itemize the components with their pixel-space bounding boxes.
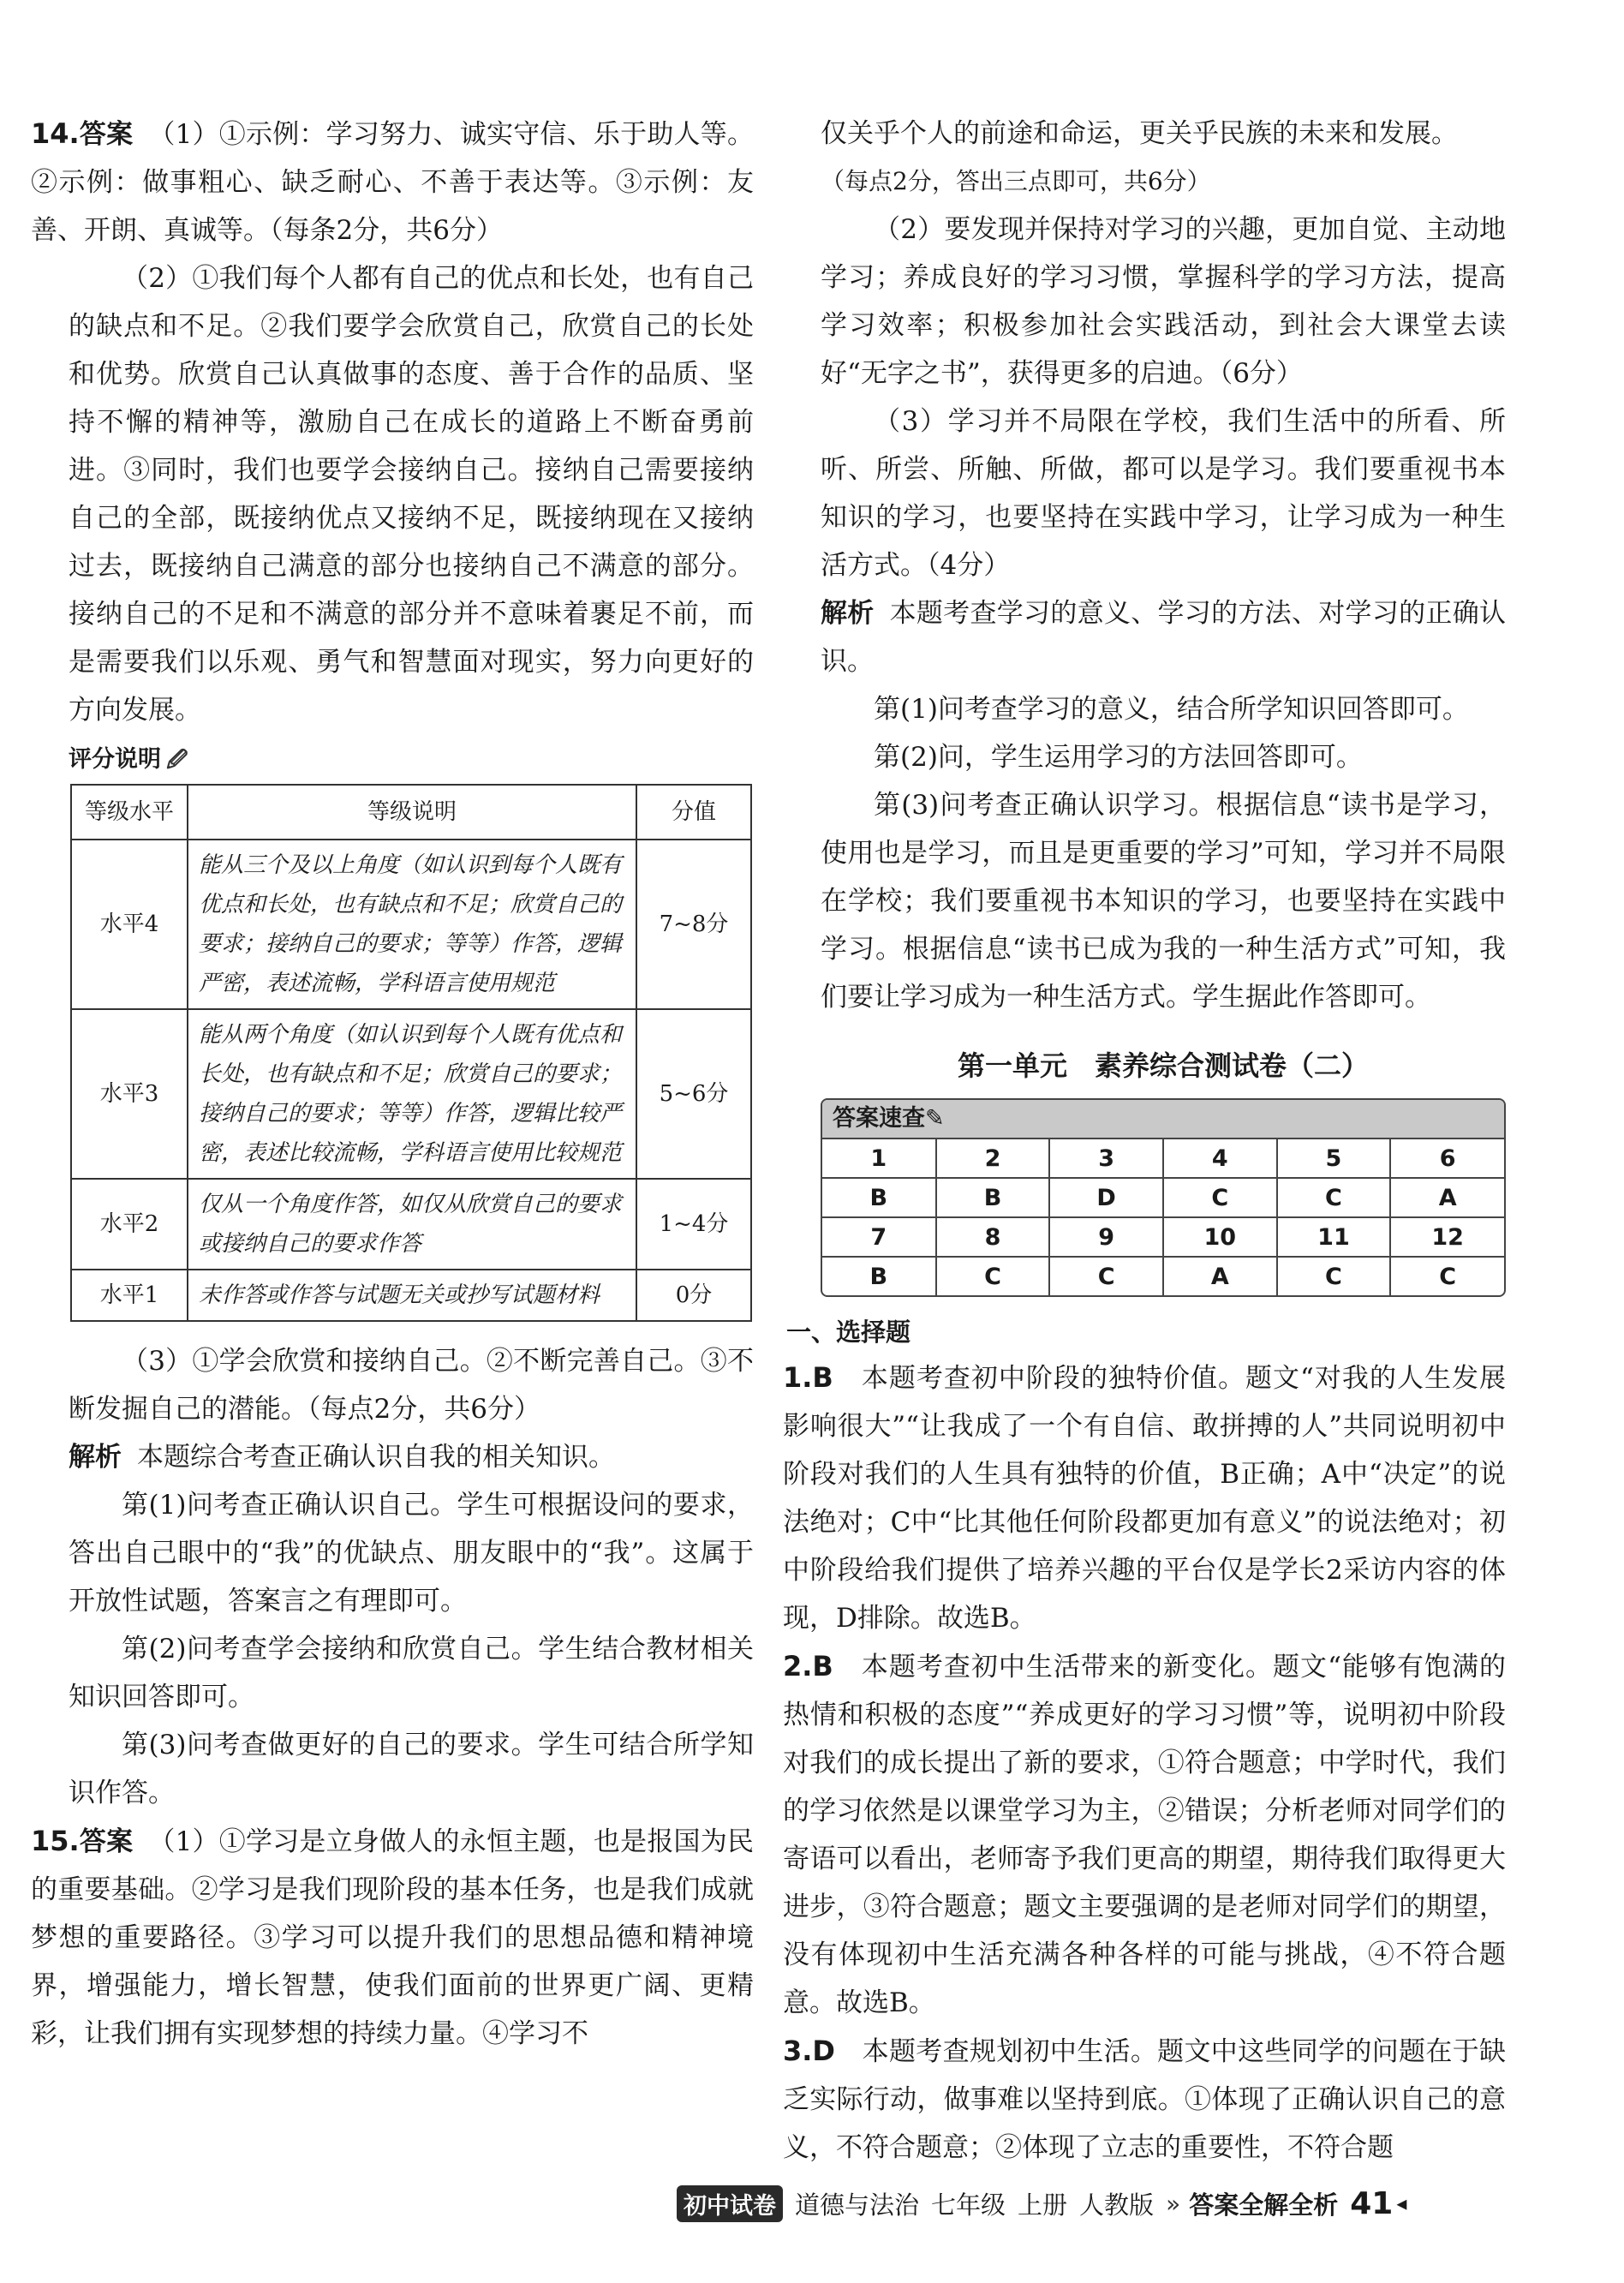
answer-choice: A	[1163, 1257, 1277, 1295]
footer-subject: 道德与法治	[795, 2190, 920, 2220]
q14-analysis-2: 第(2)问考查学会接纳和欣赏自己。学生结合教材相关知识回答即可。	[69, 1634, 754, 1712]
rubric-level: 水平4	[71, 840, 188, 1009]
rubric-level: 水平3	[71, 1009, 188, 1179]
mc-explanation: 1.B 本题考查初中阶段的独特价值。题文“对我的人生发展影响很大”“让我成了一个有自信、敢拼搏的人”共同说明初中阶段对我们的人生具有独特的价值，B正确；A中“决定”的说法绝对；C中“比其他任何阶段都更加有意义”的说法绝对；初中阶段给我们提供了培养兴趣的平台仅是学长2采访内容的体现，D排除。故选B。	[783, 1361, 1506, 1634]
rubric-header-desc: 等级说明	[188, 785, 636, 840]
quick-answer-table	[822, 1138, 1504, 1295]
q15-answer-label: 答案	[79, 1826, 134, 1857]
question-number: 12	[1390, 1217, 1504, 1257]
rubric-desc: 能从三个及以上角度（如认识到每个人既有优点和长处，也有缺点和不足；欣赏自己的要求；接纳自己的要求；等等）作答，逻辑严密，表述流畅，学科语言使用规范	[188, 840, 636, 1009]
q14-answer-label: 答案	[79, 119, 134, 150]
q14-analysis-3: 第(3)问考查做更好的自己的要求。学生可结合所学知识作答。	[69, 1730, 754, 1808]
rubric-row	[71, 1179, 751, 1270]
question-number: 7	[822, 1217, 936, 1257]
question-number: 1	[822, 1139, 936, 1178]
right-column	[783, 110, 1507, 2172]
answer-choice: C	[1390, 1257, 1504, 1295]
mc-answer-number: 1.B	[783, 1361, 833, 1394]
q15-analysis-2: 第(2)问，学生运用学习的方法回答即可。	[874, 742, 1363, 773]
double-chevron-icon: »	[1166, 2189, 1181, 2218]
rubric-row	[71, 1009, 751, 1179]
answer-choice: D	[1049, 1178, 1163, 1217]
rubric-row	[71, 1270, 751, 1321]
answer-choice: B	[822, 1178, 936, 1217]
q15-analysis: 解析 本题考查学习的意义、学习的方法、对学习的正确认识。	[821, 598, 1507, 677]
q15-number: 15.	[31, 1825, 80, 1857]
footer-edition: 人教版	[1079, 2190, 1155, 2220]
rubric-score: 0分	[636, 1270, 751, 1321]
unit-title: 第一单元 素养综合测试卷（二）	[957, 1049, 1369, 1082]
left-column	[31, 110, 754, 2058]
mc-explanation: 2.B 本题考查初中生活带来的新变化。题文“能够有饱满的热情和积极的态度”“养成更好的学习习惯”等，说明初中阶段对我们的成长提出了新的要求，①符合题意；中学时代，我们的学习依然是以课堂学习为主，②错误；分析老师对同学们的寄语可以看出，老师寄予我们更高的期望，期待我们取得更大进步，③符合题意；题文主要强调的是老师对同学们的期望，没有体现初中生活充满各种各样的可能与挑战，④不符合题意。故选B。	[783, 1650, 1506, 2018]
rubric-score: 1~4分	[636, 1179, 751, 1270]
question-number: 3	[1049, 1139, 1163, 1178]
mc-answer-number: 3.D	[783, 2035, 835, 2067]
page-number: 41	[1350, 2185, 1394, 2221]
question-number: 2	[936, 1139, 1050, 1178]
question-number: 8	[936, 1217, 1050, 1257]
q15-analysis-3: 第(3)问考查正确认识学习。根据信息“读书是学习，使用也是学习，而且是更重要的学习”可知，学习并不局限在学校；我们要重视书本知识的学习，也要坚持在实践中学习。根据信息“读书已成为我的一种生活方式”可知，我们要让学习成为一种生活方式。学生据此作答即可。	[821, 790, 1506, 1013]
q14-answer-1: 14.答案 （1）①示例：学习努力、诚实守信、乐于助人等。②示例：做事粗心、缺乏耐心、不善于表达等。③示例：友善、开朗、真诚等。（每条2分，共6分）	[31, 117, 754, 246]
rubric-header-level: 等级水平	[71, 785, 188, 840]
triangle-left-icon: ◂	[1396, 2191, 1407, 2215]
rubric-desc: 仅从一个角度作答，如仅从欣赏自己的要求或接纳自己的要求作答	[188, 1179, 636, 1270]
quick-answer-title: 答案速查✎	[822, 1100, 1504, 1138]
q15-answer-1-score: （每点2分，答出三点即可，共6分）	[821, 167, 1211, 195]
q14-answer-2: （2）①我们每个人都有自己的优点和长处，也有自己的缺点和不足。②我们要学会欣赏自己，欣赏自己的长处和优势。欣赏自己认真做事的态度、善于合作的品质、坚持不懈的精神等，激励自己在成长的道路上不断奋勇前进。③同时，我们也要学会接纳自己。接纳自己需要接纳自己的全部，既接纳优点又接纳不足，既接纳现在又接纳过去，既接纳自己满意的部分也接纳自己不满意的部分。接纳自己的不足和不满意的部分并不意味着裹足不前，而是需要我们以乐观、勇气和智慧面对现实，努力向更好的方向发展。	[69, 263, 754, 726]
rubric-row	[71, 840, 751, 1009]
answer-choice: C	[936, 1257, 1050, 1295]
mc-explanation: 3.D 本题考查规划初中生活。题文中这些同学的问题在于缺乏实际行动，做事难以坚持到底。①体现了正确认识自己的意义，不符合题意；②体现了立志的重要性，不符合题	[783, 2035, 1507, 2163]
rubric-table	[70, 784, 752, 1322]
q15-answer-3: （3）学习并不局限在学校，我们生活中的所看、所听、所尝、所触、所做，都可以是学习。我们要重视书本知识的学习，也要坚持在实践中学习，让学习成为一种生活方式。（4分）	[821, 406, 1506, 581]
q15-analysis-label: 解析	[821, 598, 875, 629]
q15-analysis-1: 第(1)问考查学习的意义，结合所学知识回答即可。	[874, 694, 1469, 725]
page-footer	[677, 2184, 1406, 2222]
question-number: 6	[1390, 1139, 1504, 1178]
q14-analysis-1: 第(1)问考查正确认识自己。学生可根据设问的要求，答出自己眼中的“我”的优缺点、朋友眼中的“我”。这属于开放性试题，答案言之有理即可。	[69, 1490, 754, 1617]
leaf-icon: 🖉	[166, 748, 188, 772]
rubric-title: 评分说明 🖉	[69, 746, 188, 773]
footer-grade: 七年级	[931, 2190, 1006, 2220]
footer-volume: 上册	[1018, 2190, 1068, 2220]
question-number: 10	[1163, 1217, 1277, 1257]
answer-choice: B	[936, 1178, 1050, 1217]
q14-analysis: 解析 本题综合考查正确认识自我的相关知识。	[69, 1442, 615, 1473]
rubric-desc: 能从两个角度（如认识到每个人既有优点和长处，也有缺点和不足；欣赏自己的要求；接纳自己的要求；等等）作答，逻辑比较严密，表述比较流畅，学科语言使用比较规范	[188, 1009, 636, 1179]
answer-choice: B	[822, 1257, 936, 1295]
answer-choice: A	[1390, 1178, 1504, 1217]
question-number: 11	[1277, 1217, 1391, 1257]
rubric-score: 5~6分	[636, 1009, 751, 1179]
footer-badge: 初中试卷	[677, 2185, 783, 2222]
question-number: 5	[1277, 1139, 1391, 1178]
rubric-desc: 未作答或作答与试题无关或抄写试题材料	[188, 1270, 636, 1321]
q15-answer-1-continued: 仅关乎个人的前途和命运，更关乎民族的未来和发展。	[821, 118, 1458, 149]
rubric-level: 水平1	[71, 1270, 188, 1321]
pencil-icon: ✎	[925, 1105, 945, 1132]
answer-choice: C	[1049, 1257, 1163, 1295]
footer-answer-title: 答案全解全析	[1189, 2190, 1339, 2220]
rubric-header-score: 分值	[636, 785, 751, 840]
q14-number: 14.	[31, 117, 80, 150]
question-number: 9	[1049, 1217, 1163, 1257]
mc-answer-number: 2.B	[783, 1650, 833, 1682]
q14-analysis-label: 解析	[69, 1442, 122, 1473]
rubric-level: 水平2	[71, 1179, 188, 1270]
answer-choice: C	[1277, 1257, 1391, 1295]
section-title: 一、选择题	[786, 1318, 911, 1347]
q15-answer-1: 15.答案 （1）①学习是立身做人的永恒主题，也是报国为民的重要基础。②学习是我们现阶段的基本任务，也是我们成就梦想的重要路径。③学习可以提升我们的思想品德和精神境界，增强能力，增长智慧，使我们面前的世界更广阔、更精彩，让我们拥有实现梦想的持续力量。④学习不	[31, 1825, 754, 2049]
question-number: 4	[1163, 1139, 1277, 1178]
answer-choice: C	[1277, 1178, 1391, 1217]
quick-answer-box	[821, 1098, 1506, 1297]
q14-answer-3: （3）①学会欣赏和接纳自己。②不断完善自己。③不断发掘自己的潜能。（每点2分，共6分）	[69, 1346, 754, 1425]
answer-choice: C	[1163, 1178, 1277, 1217]
q15-answer-2: （2）要发现并保持对学习的兴趣，更加自觉、主动地学习；养成良好的学习习惯，掌握科学的学习方法，提高学习效率；积极参加社会实践活动，到社会大课堂去读好“无字之书”，获得更多的启迪。（6分）	[821, 214, 1506, 389]
rubric-score: 7~8分	[636, 840, 751, 1009]
